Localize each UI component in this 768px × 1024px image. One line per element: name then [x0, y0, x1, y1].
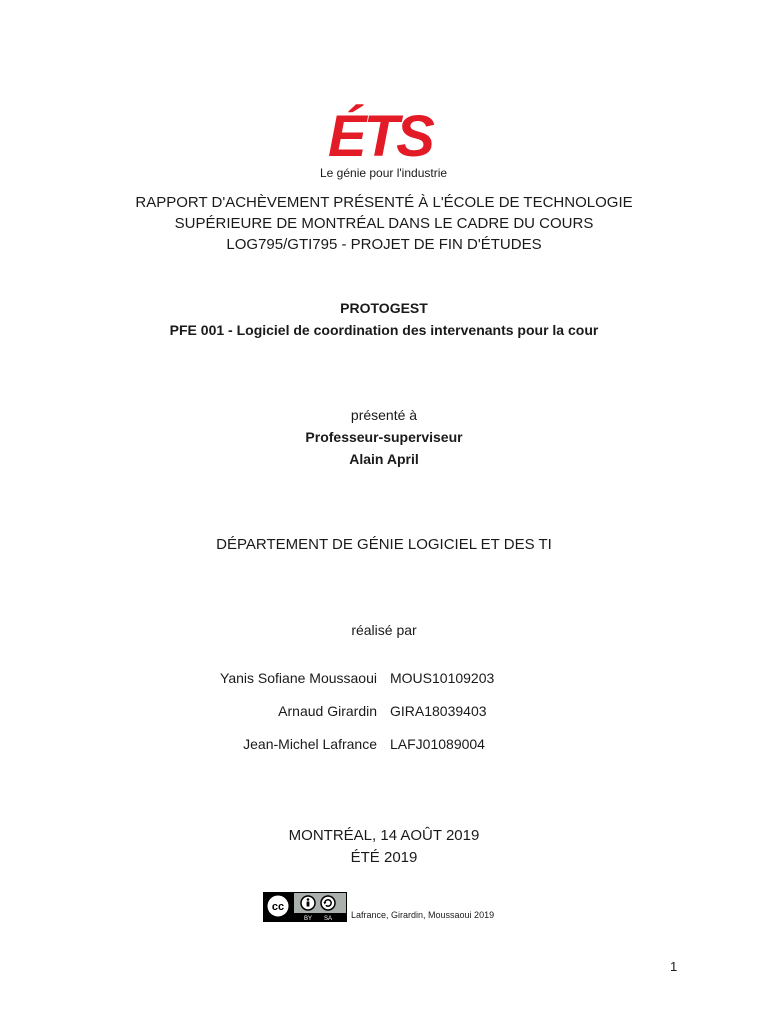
presented-to-label: présenté à — [350, 407, 418, 423]
cc-license-badge — [263, 892, 347, 922]
report-intro-line-1: RAPPORT D'ACHÈVEMENT PRÉSENTÉ À L'ÉCOLE DE TECHNOLOGIE — [135, 194, 633, 211]
by-label: BY — [303, 916, 313, 921]
cc-license-icons — [264, 893, 346, 921]
page-number: 1 — [670, 959, 678, 974]
project-title: PFE 001 - Logiciel de coordination des intervenants pour la cour — [169, 322, 599, 338]
ets-logo-mark — [318, 96, 448, 166]
student-id: MOUS10109203 — [390, 670, 495, 686]
report-intro-line-2: SUPÉRIEURE DE MONTRÉAL DANS LE CADRE DU COURS — [174, 215, 594, 232]
student-row — [0, 736, 768, 756]
season: ÉTÉ 2019 — [350, 849, 418, 866]
student-id: GIRA18039403 — [390, 703, 487, 719]
student-name: Arnaud Girardin — [278, 703, 377, 719]
student-row — [0, 703, 768, 723]
student-name: Jean-Michel Lafrance — [243, 736, 377, 752]
report-intro-line-3: LOG795/GTI795 - PROJET DE FIN D'ÉTUDES — [226, 236, 542, 253]
supervisor-role: Professeur-superviseur — [305, 429, 463, 445]
license-credit: Lafrance, Girardin, Moussaoui 2019 — [351, 910, 495, 920]
student-name: Yanis Sofiane Moussaoui — [220, 670, 377, 686]
place-date: MONTRÉAL, 14 AOÛT 2019 — [288, 827, 480, 844]
cc-badge-label-strip — [294, 913, 346, 921]
svg-text:cc: cc — [271, 901, 285, 913]
sa-label: SA — [323, 916, 333, 921]
ets-tagline: Le génie pour l'industrie — [320, 166, 448, 180]
ets-logo — [318, 96, 448, 186]
department-name: DÉPARTEMENT DE GÉNIE LOGICIEL ET DES TI — [216, 536, 552, 553]
realized-by-label: réalisé par — [351, 622, 417, 638]
student-row — [0, 670, 768, 690]
student-id: LAFJ01089004 — [390, 736, 485, 752]
supervisor-name: Alain April — [349, 451, 419, 467]
sa-share-alike-icon — [321, 896, 335, 910]
ets-wordmark: ÉTS — [328, 104, 432, 166]
project-name: PROTOGEST — [340, 300, 428, 316]
